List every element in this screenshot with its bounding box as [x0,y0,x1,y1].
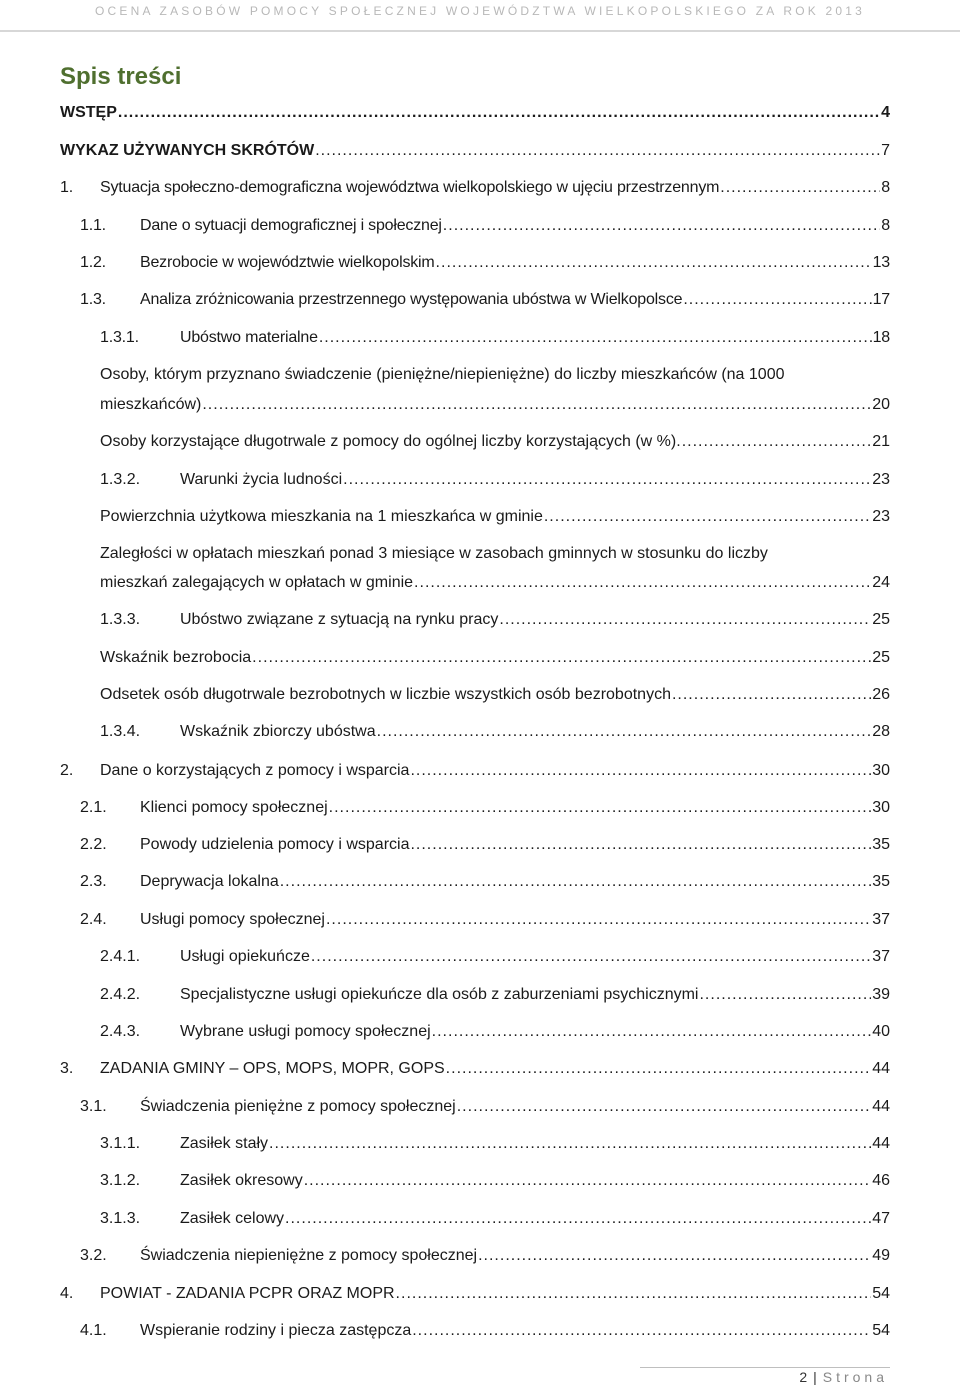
toc-entry-page: 44 [872,1135,890,1152]
toc-entry-number: 4.1. [80,1322,107,1339]
dot-leader [457,1092,871,1121]
toc-entry-title: Analiza zróżnicowania przestrzennego występowania ubóstwa w Wielkopolsce [140,291,683,308]
toc-entry-2-4-3[interactable] [100,1017,890,1046]
toc-entry-page: 4 [881,104,890,121]
toc-entry-title: Wybrane usługi pomocy społecznej [180,1023,431,1040]
toc-entry-page: 8 [881,217,890,234]
toc-entry-title: ZADANIA GMINY – OPS, MOPS, MOPR, GOPS [100,1060,445,1077]
toc-entry-title: Wspieranie rodziny i piecza zastępcza [140,1322,412,1339]
toc-entry-number: 1.3.3. [100,611,141,628]
toc-entry-number: 2.4.1. [100,948,141,965]
toc-entry-title: Dane o sytuacji demograficznej i społecznej [140,217,442,234]
dot-leader [269,1129,871,1158]
toc-entry-title: Odsetek osób długotrwale bezrobotnych w liczbie wszystkich osób bezrobotnych [100,686,671,703]
toc-entry-2-4-2[interactable] [100,980,890,1009]
toc-entry-page: 37 [872,948,890,965]
toc-entry-page: 13 [872,254,890,271]
toc-entry-page: 23 [872,508,890,525]
toc-entry-title: Świadczenia pieniężne z pomocy społecznej [140,1098,456,1115]
toc-entry-page: 26 [872,686,890,703]
toc-entry-number: 2.4. [80,911,107,928]
footer-divider [640,1367,890,1368]
toc-entry-number: 3. [60,1060,74,1077]
toc-entry-page: 46 [872,1172,890,1189]
toc-entry-number: 1. [60,179,73,196]
toc-entry-title: Powierzchnia użytkowa mieszkania na 1 mieszkańca w gminie [100,508,543,525]
footer-page-word: Strona [822,1369,888,1385]
toc-entry-3-1-3[interactable] [100,1204,890,1233]
dot-leader [683,285,871,314]
toc-entry-1-1[interactable] [80,211,890,240]
toc-entry-title: Zasiłek stały [180,1135,269,1152]
toc-entry-4[interactable] [60,1279,890,1308]
toc-entry-title: Świadczenia niepieniężne z pomocy społecznej [140,1247,478,1264]
toc-entry-title: Sytuacja społeczno-demograficzna województwa wielkopolskiego w ujęciu przestrzennym [100,179,720,196]
toc-entry-page: 28 [872,723,890,740]
toc-entry-number: 2.1. [80,799,107,816]
toc-entry-number: 1.3.2. [100,471,141,488]
toc-entry-powierzchnia[interactable] [100,502,890,531]
toc-entry-number: 2.4.2. [100,986,141,1003]
toc-entry-3-1[interactable] [80,1092,890,1121]
dot-leader [329,793,872,822]
toc-entry-page: 21 [872,433,890,450]
dot-leader [280,867,871,896]
toc-entry-3-1-1[interactable] [100,1129,890,1158]
toc-entry-wykaz[interactable] [60,136,890,165]
toc-entry-1-3-3[interactable] [100,605,890,634]
toc-heading: Spis treści [60,63,182,90]
toc-entry-title: WYKAZ UŻYWANYCH SKRÓTÓW [60,142,315,159]
toc-entry-number: 2.2. [80,836,107,853]
toc-entry-title: Warunki życia ludności [180,471,343,488]
toc-entry-wstep[interactable] [60,98,890,127]
header-divider [0,30,960,32]
toc-entry-page: 8 [881,179,890,196]
dot-leader [252,643,871,672]
toc-entry-2[interactable] [60,756,890,785]
toc-entry-page: 44 [872,1098,890,1115]
toc-entry-title: Deprywacja lokalna [140,873,279,890]
toc-entry-page: 54 [872,1285,890,1302]
dot-leader [311,942,871,971]
toc-entry-number: 2.4.3. [100,1023,141,1040]
toc-entry-page: 7 [881,142,890,159]
dot-leader [285,1204,871,1233]
toc-entry-title: Zasiłek celowy [180,1210,285,1227]
toc-entry-1-3-2[interactable] [100,465,890,494]
toc-entry-page: 54 [872,1322,890,1339]
toc-entry-1-2[interactable] [80,248,890,277]
toc-entry-page: 25 [872,649,890,666]
toc-entry-number: 3.1. [80,1098,107,1115]
dot-leader [414,568,871,597]
toc-entry-page: 40 [872,1023,890,1040]
dot-leader [315,136,880,165]
toc-entry-page: 30 [872,799,890,816]
toc-entry-number: 2. [60,762,74,779]
dot-leader [304,1166,872,1195]
dot-leader [202,390,871,419]
toc-entry-1[interactable] [60,173,890,202]
toc-entry-title: Ubóstwo materialne [180,329,318,346]
dot-leader [446,1054,872,1083]
footer-page-number: 2 [799,1369,808,1385]
toc-entry-number: 1.3.1. [100,329,139,346]
dot-leader [326,905,871,934]
toc-entry-2-4-1[interactable] [100,942,890,971]
toc-entry-title: Wskaźnik zbiorczy ubóstwa [180,723,376,740]
dot-leader [499,605,871,634]
dot-leader [118,98,880,127]
toc-entry-2-1[interactable] [80,793,890,822]
toc-entry-title: Usługi opiekuńcze [180,948,310,965]
toc-entry-page: 37 [872,911,890,928]
toc-entry-title: Osoby korzystające długotrwale z pomocy do ogólnej liczby korzystających (w %). [100,433,681,450]
dot-leader [432,1017,872,1046]
toc-entry-number: 3.1.1. [100,1135,141,1152]
toc-entry-title: POWIAT - ZADANIA PCPR ORAZ MOPR [100,1285,395,1302]
toc-entry-3-1-2[interactable] [100,1166,890,1195]
toc-entry-osoby-dlugotrwale[interactable] [100,427,890,456]
toc-entry-title: WSTĘP [60,104,117,121]
toc-entry-1-3[interactable] [80,285,890,314]
dot-leader [343,465,871,494]
toc-entry-number: 1.2. [80,254,106,271]
toc-entry-title: Dane o korzystających z pomocy i wsparcia [100,762,410,779]
toc-entry-1-3-4[interactable] [100,717,890,746]
toc-entry-page: 49 [872,1247,890,1264]
dot-leader [319,323,872,352]
toc-entry-title: Bezrobocie w województwie wielkopolskim [140,254,435,271]
toc-entry-title: mieszkańców) [100,396,202,413]
dot-leader [478,1241,871,1270]
toc-entry-page: 35 [872,836,890,853]
toc-entry-title: mieszkań zalegających w opłatach w gminie [100,574,414,591]
toc-entry-title-line1: Zaległości w opłatach mieszkań ponad 3 miesiące w zasobach gminnych w stosunku do liczby [100,545,768,562]
toc-entry-number: 2.3. [80,873,107,890]
dot-leader [682,427,872,456]
toc-entry-page: 25 [872,611,890,628]
toc-entry-number: 3.1.2. [100,1172,141,1189]
toc-entry-3-2[interactable] [80,1241,890,1270]
toc-entry-1-3-1[interactable] [100,323,890,352]
toc-entry-page: 24 [872,574,890,591]
toc-entry-page: 18 [872,329,890,346]
page-footer [799,1369,888,1385]
dot-leader [410,756,871,785]
toc-entry-title: Specjalistyczne usługi opiekuńcze dla osób z zaburzeniami psychicznymi [180,986,699,1003]
dot-leader [720,173,880,202]
footer-separator: | [813,1369,817,1385]
toc-entry-odsetek[interactable] [100,680,890,709]
toc-entry-2-3[interactable] [80,867,890,896]
toc-entry-osoby-swiadczenie[interactable] [100,390,890,419]
toc-entry-number: 4. [60,1285,74,1302]
dot-leader [377,717,872,746]
dot-leader [544,502,871,531]
toc-entry-2-2[interactable] [80,830,890,859]
toc-entry-page: 20 [872,396,890,413]
toc-entry-title: Wskaźnik bezrobocia [100,649,252,666]
toc-entry-page: 35 [872,873,890,890]
toc-entry-title: Klienci pomocy społecznej [140,799,328,816]
running-header [0,0,960,28]
toc-entry-page: 39 [872,986,890,1003]
dot-leader [396,1279,872,1308]
toc-entry-number: 3.1.3. [100,1210,141,1227]
toc-entry-number: 1.3.4. [100,723,141,740]
toc-entry-zaleglosci[interactable] [100,568,890,597]
toc-entry-number: 3.2. [80,1247,107,1264]
toc-entry-title: Zasiłek okresowy [180,1172,303,1189]
toc-entry-title: Ubóstwo związane z sytuacją na rynku pracy [180,611,499,628]
toc-entry-page: 23 [872,471,890,488]
toc-entry-page: 17 [872,291,890,308]
toc-entry-title-line1: Osoby, którym przyznano świadczenie (pieniężne/niepieniężne) do liczby mieszkańców (na 1000 [100,366,785,383]
dot-leader [672,680,871,709]
toc-entry-number: 1.3. [80,291,106,308]
dot-leader [436,248,872,277]
toc-entry-title: Powody udzielenia pomocy i wsparcia [140,836,410,853]
toc-entry-2-4[interactable] [80,905,890,934]
dot-leader [410,830,871,859]
toc-entry-page: 47 [872,1210,890,1227]
toc-entry-page: 30 [872,762,890,779]
dot-leader [443,211,881,240]
toc-entry-page: 44 [872,1060,890,1077]
toc-entry-3[interactable] [60,1054,890,1083]
running-header-title: OCENA ZASOBÓW POMOCY SPOŁECZNEJ WOJEWÓDZTWA WIELKOPOLSKIEGO ZA ROK 2013 [95,4,865,18]
toc-entry-4-1[interactable] [80,1316,890,1345]
toc-entry-number: 1.1. [80,217,106,234]
toc-entry-title: Usługi pomocy społecznej [140,911,325,928]
dot-leader [699,980,871,1009]
dot-leader [412,1316,871,1345]
toc-entry-wskaznik-bezrobocia[interactable] [100,643,890,672]
